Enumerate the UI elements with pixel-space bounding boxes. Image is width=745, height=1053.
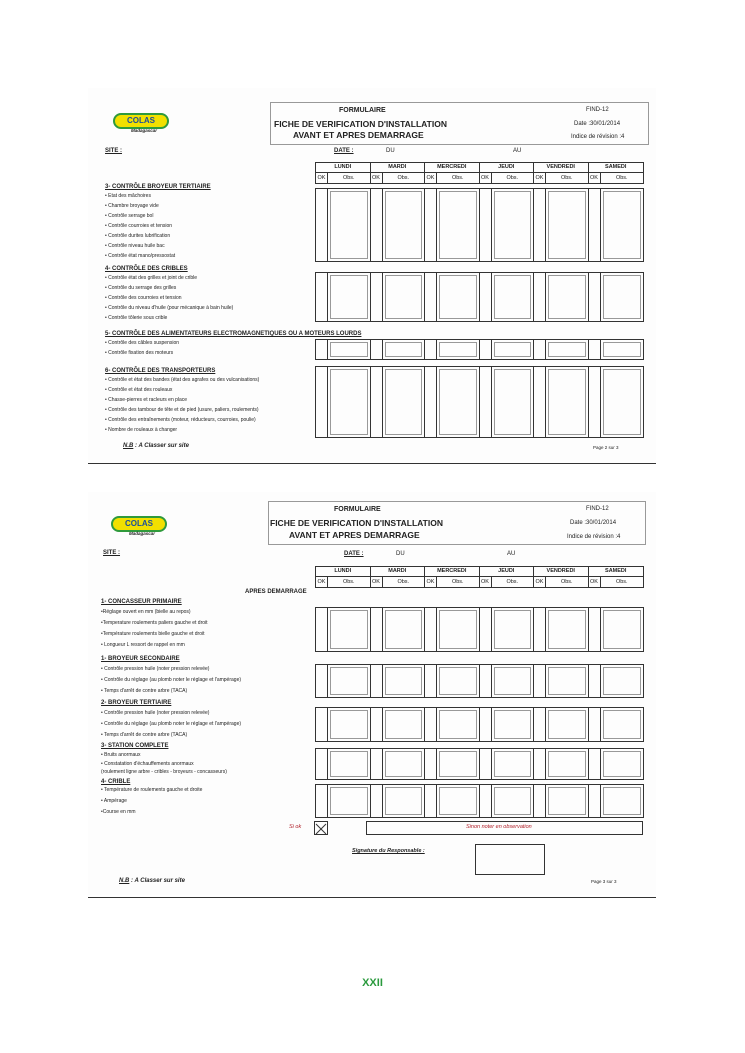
check-item: • Longueur L ressort de rappel en mm <box>101 642 185 648</box>
check-grid <box>315 366 644 438</box>
day-col: MERCREDI OK Obs. <box>425 567 480 587</box>
appendix-page-number: XXII <box>362 977 383 989</box>
du-label: DU <box>386 148 395 154</box>
form-code: FIND-12 <box>586 506 609 512</box>
day-col: MERCREDI OK Obs. <box>425 163 480 183</box>
check-grid <box>315 339 644 360</box>
check-item: • Contrôle des câbles suspension <box>105 340 180 346</box>
form-label: FORMULAIRE <box>339 107 386 114</box>
du-label: DU <box>396 551 405 557</box>
day-col: JEUDI OK Obs. <box>480 163 535 183</box>
check-item: • Contrôle pression huile (noter pression relevée) <box>101 710 210 716</box>
form-title-line2: AVANT ET APRES DEMARRAGE <box>293 130 424 140</box>
form-title-line2: AVANT ET APRES DEMARRAGE <box>289 530 420 540</box>
day-header-table <box>315 566 644 588</box>
header-frame <box>268 501 646 545</box>
header-frame <box>270 102 649 145</box>
check-item: • Contrôle et état des rouleaux <box>105 387 173 393</box>
signature-box[interactable] <box>475 844 545 875</box>
form-date: Date :30/01/2014 <box>570 520 617 526</box>
check-item: • Contrôle fixation des moteurs <box>105 350 174 356</box>
check-item: • Contrôle serrage bol <box>105 213 154 219</box>
check-grid <box>315 272 644 322</box>
si-ok-label: Si ok <box>289 824 302 830</box>
cross-icon <box>315 823 327 835</box>
day-col: VENDREDI OK Obs. <box>534 163 589 183</box>
check-grid <box>315 188 644 262</box>
check-item: • Ampérage <box>101 798 127 804</box>
check-item: • Nombre de rouleaux à changer <box>105 427 178 433</box>
au-label: AU <box>513 148 522 154</box>
day-col: VENDREDI OK Obs. <box>534 567 589 587</box>
check-item: • Contrôle des tambour de tête et de pied (usure, paliers, roulements) <box>105 407 259 413</box>
si-ok-checkbox[interactable] <box>314 821 328 835</box>
day-header-table <box>315 162 644 184</box>
check-item: • Constatation d'échauffements anormaux <box>101 761 194 767</box>
signature-label: Signature du Responsable : <box>352 848 425 854</box>
check-item: • Chambre broyage vide <box>105 203 159 209</box>
section-title: 3- CONTRÔLE BROYEUR TERTIAIRE <box>105 184 211 190</box>
day-col: SAMEDI OK Obs. <box>589 163 644 183</box>
check-item: • Contrôle et état des bandes (état des agrafes ou des vulcanisations) <box>105 377 260 383</box>
day-col: LUNDI OK Obs. <box>316 163 371 183</box>
section-title: 1- BROYEUR SECONDAIRE <box>101 656 180 662</box>
check-item: • Contrôle niveau huile bac <box>105 243 165 249</box>
day-col: SAMEDI OK Obs. <box>589 567 644 587</box>
form-revision: Indice de révision :4 <box>571 134 625 140</box>
day-col: MARDI OK Obs. <box>371 163 426 183</box>
check-item: • Temps d'arrêt de contre arbre (TACA) <box>101 732 188 738</box>
site-label: SITE : <box>103 550 121 556</box>
check-item: (roulement ligne arbre - cribles - broyeurs - concasseurs) <box>101 769 227 775</box>
check-item: • Contrôle courroies et tension <box>105 223 173 229</box>
check-item: • Contrôle du réglage (au plomb noter le réglage et l'ampérage) <box>101 677 242 683</box>
check-item: • Temps d'arrêt de contre arbre (TACA) <box>101 688 188 694</box>
date-label: DATE : <box>334 148 354 154</box>
form-title-line1: FICHE DE VERIFICATION D'INSTALLATION <box>270 518 443 528</box>
check-item: • Contrôle du serrage des grilles <box>105 285 177 291</box>
colas-logo: COLAS Madagascar <box>93 513 171 537</box>
check-item: • Contrôle des courroies et tension <box>105 295 182 301</box>
check-grid <box>315 664 644 698</box>
form-revision: Indice de révision :4 <box>567 534 621 540</box>
section-title: 3- STATION COMPLETE <box>101 743 169 749</box>
form-code: FIND-12 <box>586 107 609 113</box>
section-title: 1- CONCASSEUR PRIMAIRE <box>101 599 182 605</box>
check-item: •Temperature roulements paliers gauche et droit <box>101 620 208 626</box>
check-grid <box>315 707 644 742</box>
check-item: •Température roulements bielle gauche et droit <box>101 631 205 637</box>
page-number: Page 3 sur 3 <box>591 879 617 884</box>
section-title: 4- CONTRÔLE DES CRIBLES <box>105 266 188 272</box>
check-item: • Contrôle tôlerie sous crible <box>105 315 168 321</box>
section-title: 6- CONTRÔLE DES TRANSPORTEURS <box>105 368 216 374</box>
check-item: • Contrôle durites lubrification <box>105 233 171 239</box>
check-item: • Contrôle du réglage (au plomb noter le réglage et l'ampérage) <box>101 721 242 727</box>
check-item: • Contrôle des entraînements (moteur, réducteurs, courroies, poulie) <box>105 417 256 423</box>
page-2-bottom-border <box>88 897 656 898</box>
check-item: • Contrôle état des grilles et joint de crible <box>105 275 198 281</box>
check-item: • Température de roulements gauche et droite <box>101 787 203 793</box>
check-item: • Chasse-pierres et racleurs en place <box>105 397 188 403</box>
form-label: FORMULAIRE <box>334 506 381 513</box>
colas-logo: COLAS Madagascar <box>95 110 173 134</box>
page-1-bottom-border <box>88 463 656 464</box>
apres-demarrage-label: APRES DEMARRAGE <box>245 589 307 595</box>
check-item: •Course en mm <box>101 809 136 815</box>
au-label: AU <box>507 551 516 557</box>
day-col: LUNDI OK Obs. <box>316 567 371 587</box>
sinon-label: Sinon noter en observation <box>466 824 532 830</box>
check-grid <box>315 607 644 652</box>
check-grid <box>315 784 644 818</box>
check-item: •Réglage ouvert en mm (bielle au repos) <box>101 609 191 615</box>
check-item: • Contrôle état mano/pressostat <box>105 253 176 259</box>
day-col: JEUDI OK Obs. <box>480 567 535 587</box>
section-title: 4- CRIBLE <box>101 779 131 785</box>
nb-note: N.B : A Classer sur site <box>123 443 189 449</box>
section-title: 5- CONTRÔLE DES ALIMENTATEURS ELECTROMAGNETIQUES OU A MOTEURS LOURDS <box>105 331 362 337</box>
form-date: Date :30/01/2014 <box>574 121 621 127</box>
check-item: • Contrôle du niveau d'huile (pour mécanique à bain huile) <box>105 305 234 311</box>
day-col: MARDI OK Obs. <box>371 567 426 587</box>
site-label: SITE : <box>105 148 123 154</box>
nb-note: N.B : A Classer sur site <box>119 878 185 884</box>
check-item: • Contrôle pression huile (noter pression relevée) <box>101 666 210 672</box>
section-title: 2- BROYEUR TERTIAIRE <box>101 700 172 706</box>
check-item: • Etat des mâchoires <box>105 193 151 199</box>
page-number: Page 2 sur 3 <box>593 445 619 450</box>
check-item: • Bruits anormaux <box>101 752 141 758</box>
date-label: DATE : <box>344 551 364 557</box>
check-grid <box>315 748 644 780</box>
form-title-line1: FICHE DE VERIFICATION D'INSTALLATION <box>274 119 447 129</box>
